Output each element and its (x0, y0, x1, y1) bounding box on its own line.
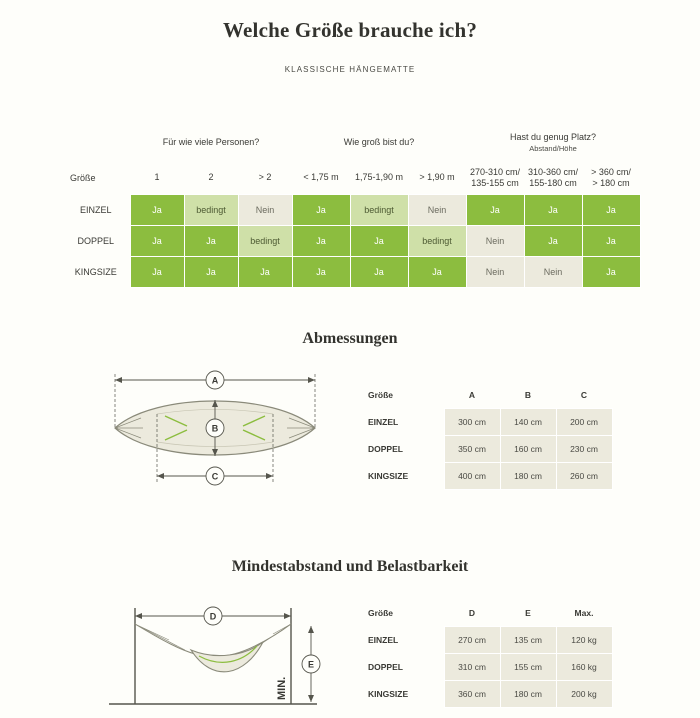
rope-left (135, 624, 185, 650)
compat-cell: Ja (466, 195, 524, 226)
compat-cell: Ja (582, 257, 640, 288)
compatibility-table-wrapper (62, 122, 638, 288)
dimensions-cell: 180 cm (500, 463, 556, 490)
minimum-cell: 360 cm (444, 681, 500, 708)
compat-cell: Ja (292, 226, 350, 257)
minimum-cell: 160 kg (556, 654, 612, 681)
badge-c-label: C (211, 471, 219, 482)
dimensions-col-c: C (556, 382, 612, 409)
compat-cell: Nein (466, 226, 524, 257)
compat-cell: Ja (582, 195, 640, 226)
table-row (62, 226, 640, 257)
minimum-header-row (360, 600, 612, 627)
table-row (360, 463, 612, 490)
minimum-col-e: E (500, 600, 556, 627)
minimum-cell: 155 cm (500, 654, 556, 681)
dimensions-col-size: Größe (360, 382, 444, 409)
compat-cell: Ja (292, 195, 350, 226)
minimum-title: Mindestabstand und Belastbarkeit (231, 558, 469, 575)
minimum-cell: 120 kg (556, 627, 612, 654)
compat-cell: Nein (408, 195, 466, 226)
dimensions-cell: 140 cm (500, 409, 556, 436)
compat-corner-blank (62, 122, 130, 162)
badge-b-label: B (211, 423, 219, 434)
compat-group-height-label: Wie groß bist du? (343, 137, 415, 147)
compat-cell: Ja (350, 226, 408, 257)
compat-cell: Ja (238, 257, 292, 288)
compat-cell: Ja (582, 226, 640, 257)
infographic-page (0, 18, 700, 718)
minimum-col-size: Größe (360, 600, 444, 627)
compat-group-space (466, 122, 640, 162)
minimum-col-d: D (444, 600, 500, 627)
compat-group-header-row (62, 122, 640, 162)
compat-col-8-line1: 310-360 cm/ (528, 166, 579, 177)
arrowhead-d-left (135, 613, 142, 619)
compat-cell: Ja (524, 195, 582, 226)
arrowhead-c-right (266, 473, 273, 479)
compat-col-4: < 1,75 m (292, 162, 350, 195)
dimensions-row-label-einzel: EINZEL (360, 409, 444, 436)
minimum-cell: 180 cm (500, 681, 556, 708)
dimensions-cell: 230 cm (556, 436, 612, 463)
minimum-cell: 310 cm (444, 654, 500, 681)
dimensions-cell: 350 cm (444, 436, 500, 463)
compat-col-2: 2 (184, 162, 238, 195)
table-row (62, 257, 640, 288)
compat-group-space-label: Hast du genug Platz? (510, 131, 597, 142)
dimensions-col-b: B (500, 382, 556, 409)
dimensions-header-row (360, 382, 612, 409)
arrowhead-e-top (308, 626, 314, 633)
dimensions-section (0, 330, 700, 482)
compat-row-label-doppel: DOPPEL (62, 226, 130, 257)
compat-group-persons (130, 122, 292, 162)
arrowhead-a-left (115, 377, 122, 383)
badge-e-label: E (307, 659, 315, 670)
dimensions-table (360, 382, 613, 490)
minimum-row-label-einzel: EINZEL (360, 627, 444, 654)
table-row (360, 409, 612, 436)
minimum-row-label-doppel: DOPPEL (360, 654, 444, 681)
dimensions-cell: 260 cm (556, 463, 612, 490)
compat-col-3: > 2 (238, 162, 292, 195)
suspension-line (135, 624, 291, 657)
compat-col-9 (582, 162, 640, 195)
minimum-table (360, 600, 613, 708)
minimum-row-label-kingsize: KINGSIZE (360, 681, 444, 708)
compat-col-9-line2: > 180 cm (592, 178, 630, 188)
dimensions-title: Abmessungen (302, 330, 398, 347)
compat-cell: Nein (524, 257, 582, 288)
dimensions-diagram (95, 356, 335, 496)
minimum-table-wrapper (360, 600, 612, 708)
table-row (360, 627, 612, 654)
compat-cell: Ja (292, 257, 350, 288)
minimum-diagram (95, 584, 335, 714)
compat-cell: Ja (184, 226, 238, 257)
compat-cell: bedingt (350, 195, 408, 226)
dimensions-row-label-kingsize: KINGSIZE (360, 463, 444, 490)
compat-col-6: > 1,90 m (408, 162, 466, 195)
page-title: Welche Größe brauche ich? (222, 18, 478, 42)
dimensions-cell: 400 cm (444, 463, 500, 490)
compat-cell: Ja (184, 257, 238, 288)
compat-cell: bedingt (238, 226, 292, 257)
compat-cell: Ja (130, 195, 184, 226)
compat-col-9-line1: > 360 cm/ (591, 166, 631, 177)
dimensions-cell: 160 cm (500, 436, 556, 463)
table-row (62, 195, 640, 226)
arrowhead-c-left (157, 473, 164, 479)
compat-col-7 (466, 162, 524, 195)
arrowhead-e-bottom (308, 695, 314, 702)
compat-group-height (292, 122, 466, 162)
dimensions-cell: 200 cm (556, 409, 612, 436)
compat-col-7-line2: 135-155 cm (471, 178, 519, 188)
compat-cell: Ja (130, 226, 184, 257)
minimum-section (0, 558, 700, 700)
dimensions-table-wrapper (360, 382, 612, 490)
rope-right (261, 624, 291, 644)
arrowhead-a-right (308, 377, 315, 383)
table-row (360, 436, 612, 463)
minimum-cell: 135 cm (500, 627, 556, 654)
compat-cell: Ja (350, 257, 408, 288)
arrowhead-d-right (284, 613, 291, 619)
compat-group-space-sub: Abstand/Höhe (529, 143, 577, 153)
compat-subtitle: KLASSISCHE HÄNGEMATTE (284, 65, 416, 74)
table-row (360, 681, 612, 708)
compatibility-table (62, 122, 641, 288)
compat-group-persons-label: Für wie viele Personen? (162, 137, 260, 147)
compat-cell: Nein (238, 195, 292, 226)
compat-col-7-line1: 270-310 cm/ (470, 166, 521, 177)
compat-col-8-line2: 155-180 cm (529, 178, 577, 188)
compat-cell: Nein (466, 257, 524, 288)
minimum-cell: 200 kg (556, 681, 612, 708)
table-row (360, 654, 612, 681)
minimum-cell: 270 cm (444, 627, 500, 654)
compat-cell: bedingt (184, 195, 238, 226)
compat-row-header: Größe (62, 162, 130, 195)
compat-cell: Ja (130, 257, 184, 288)
compat-cell: Ja (524, 226, 582, 257)
compat-col-5: 1,75-1,90 m (350, 162, 408, 195)
badge-d-label: D (209, 611, 217, 622)
dimensions-col-a: A (444, 382, 500, 409)
compat-cell: Ja (408, 257, 466, 288)
compat-col-1: 1 (130, 162, 184, 195)
compat-row-label-kingsize: KINGSIZE (62, 257, 130, 288)
hammock-dimensions-svg (95, 356, 335, 496)
dimensions-row-label-doppel: DOPPEL (360, 436, 444, 463)
hammock-minimum-svg (95, 584, 335, 714)
compat-row-label-einzel: EINZEL (62, 195, 130, 226)
dimensions-cell: 300 cm (444, 409, 500, 436)
badge-a-label: A (211, 375, 219, 386)
compat-column-header-row (62, 162, 640, 195)
compat-col-8 (524, 162, 582, 195)
minimum-note: MIN. (276, 676, 288, 700)
minimum-col-max: Max. (556, 600, 612, 627)
compat-cell: bedingt (408, 226, 466, 257)
